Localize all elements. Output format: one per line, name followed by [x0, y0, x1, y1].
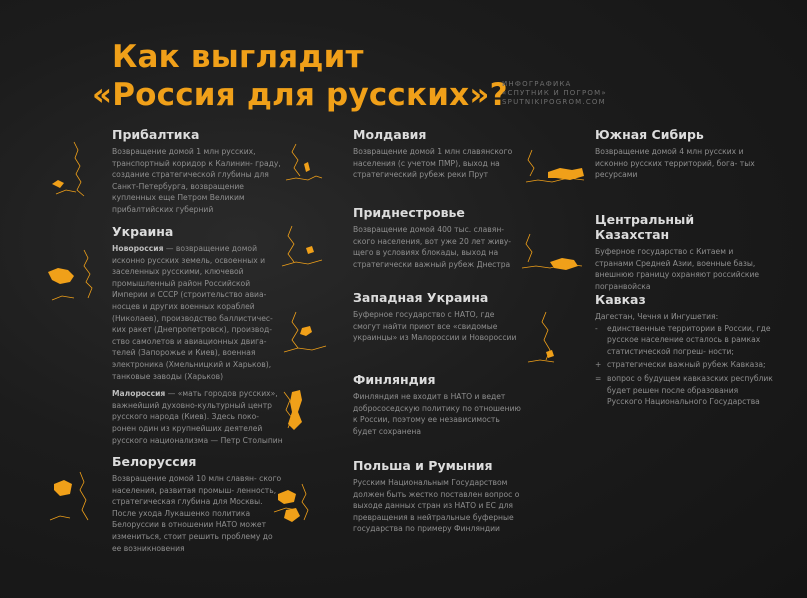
section-south-siberia: [595, 127, 765, 181]
map-ukraine-icon: [44, 248, 100, 308]
section-title: Южная Сибирь: [595, 127, 704, 142]
title-line-1: Как выглядит: [112, 39, 364, 75]
section-belarus: [112, 454, 284, 554]
section-text: Возвращение домой 1 млн русских, транспортный коридор к Калинин- граду, создание стратегической глубины для Санкт-Петербурга, возвращение купленных еще Петром Великим прибалтийских губерний: [112, 147, 281, 214]
section-central-kazakhstan: [595, 212, 765, 292]
section-ukraine: [112, 224, 284, 446]
title-line-2: «Россия для русских»?: [92, 77, 508, 113]
section-title: Польша и Румыния: [353, 458, 493, 473]
section-text: Возвращение домой 10 млн славян- ского населения, развитая промыш- ленность, стратегическая глубина для Москвы. После ухода Лукашенко политика Белоруссии в отношении НАТО может измениться, стоит решить проблему до ее возникновения: [112, 474, 282, 553]
section-text-1: Новороссия — возвращение домой исконно русских земель, освоенных и заселенных русскими, ключевой промышленный район Российской Империи и СССР (строительство авиа- носцев и других военных кораблей (Николаев), производство баллистичес- ких ракет (Днепропетровск), производ- ство самолетов и авиационных двига- телей (Запорожье и Киев), военная электроника (Хмельницкий и Харьков), танковые заводы (Харьков): [112, 244, 273, 381]
list-item: = вопрос о будущем кавказских республик будет решен после образования Русского Национального Государства: [595, 373, 773, 407]
section-text: Русским Национальным Государством должен быть жестко поставлен вопрос о выходе данных стран из НАТО и ЕС для превращения в нейтральные буферные государства по примеру Финляндии: [353, 478, 520, 534]
list-item: + стратегически важный рубеж Кавказа;: [595, 360, 766, 370]
section-title: Финляндия: [353, 372, 436, 387]
section-poland-romania: [353, 458, 521, 535]
section-title: Кавказ: [595, 292, 646, 307]
map-west-ukraine-icon: [280, 308, 340, 358]
section-text: Финляндия не входит в НАТО и ведет добрососедскую политику по отношению к России, поэтому ее независимость будет сохранена: [353, 392, 521, 436]
section-title: Украина: [112, 224, 174, 239]
credit-line-1: ИНФОГРАФИКА: [502, 80, 572, 88]
caucasus-list: [595, 323, 775, 408]
section-moldova: [353, 127, 518, 181]
credit: [502, 80, 607, 107]
section-west-ukraine: [353, 290, 518, 344]
section-text: Возвращение домой 400 тыс. славян- ского населения, вот уже 20 лет живу- щего в условиях блокады, выход на стратегически важный рубеж Днестра: [353, 225, 512, 269]
map-transnistria-icon: [278, 222, 338, 272]
section-baltics: [112, 127, 284, 216]
section-title: Молдавия: [353, 127, 427, 142]
section-title: Приднестровье: [353, 205, 465, 220]
section-finland: [353, 372, 525, 437]
map-belarus-icon: [44, 470, 98, 530]
section-title: Прибалтика: [112, 127, 200, 142]
section-text: Возвращение домой 4 млн русских и исконно русских территорий, бога- тых ресурсами: [595, 147, 755, 180]
section-text: Буферное государство с Китаем и странами Средней Азии, военные базы, внешнюю границу охраняют российские погранвойска: [595, 247, 760, 291]
term-novorossiya: Новороссия: [112, 244, 164, 253]
map-poland-romania-icon: [272, 482, 328, 528]
map-moldova-icon: [282, 140, 338, 188]
section-transnistria: [353, 205, 518, 270]
section-caucasus: [595, 292, 775, 408]
section-text: Возвращение домой 1 млн славянского населения (с учетом ПМР), выход на стратегический рубеж реки Прут: [353, 147, 513, 180]
map-south-siberia-icon: [524, 146, 590, 190]
page-title: [92, 38, 508, 114]
map-finland-icon: [278, 388, 318, 438]
section-text-2: Малороссия — «мать городов русских», важнейший духовно-культурный центр русского народа (Киев). Здесь поко- ронен один из крупнейших деятелей русского национализма — Петр Столыпин: [112, 389, 283, 445]
list-item: - единственные территории в России, где русское население осталось в рамках статистической погреш- ности;: [595, 323, 771, 356]
section-title: Белоруссия: [112, 454, 197, 469]
credit-line-3: SPUTNIKIPOGROM.COM: [502, 98, 606, 106]
map-caucasus-icon: [526, 310, 566, 370]
credit-line-2: «СПУТНИК И ПОГРОМ»: [502, 89, 607, 97]
term-malorossiya: Малороссия: [112, 389, 166, 399]
section-text: Буферное государство с НАТО, где смогут найти приют все «свидомые украинцы» из Малороссии и Новороссии: [353, 310, 517, 343]
map-central-kazakhstan-icon: [520, 230, 586, 276]
map-baltics-icon: [46, 140, 96, 200]
section-title: Западная Украина: [353, 290, 489, 305]
section-title: Центральный Казахстан: [595, 212, 695, 242]
section-intro: Дагестан, Чечня и Ингушетия:: [595, 312, 719, 321]
